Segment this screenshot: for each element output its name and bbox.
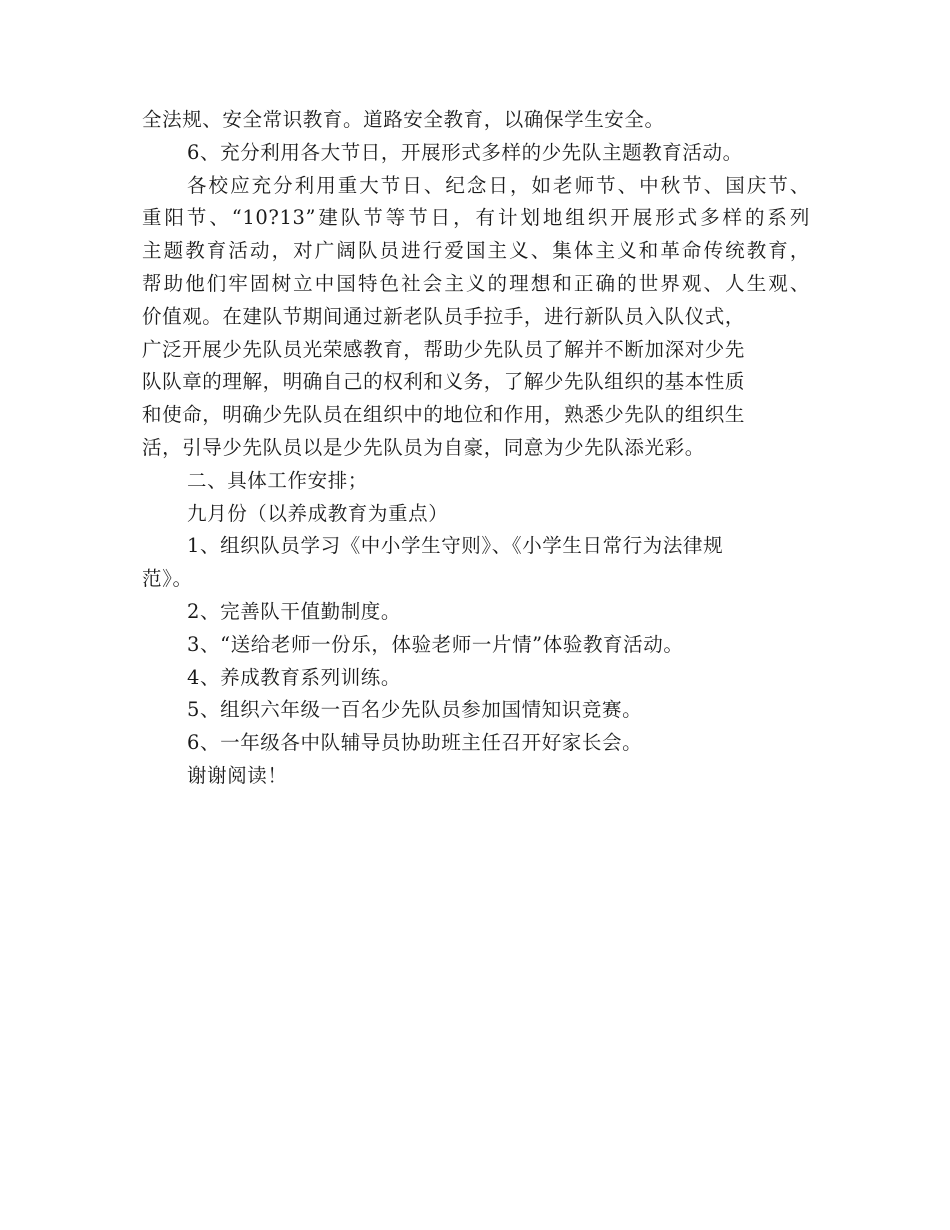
text-line: 九月份（以养成教育为重点）: [187, 501, 449, 525]
text-line: 主题教育活动，对广阔队员进行爱国主义、集体主义和革命传统教育，: [142, 239, 810, 263]
text-line: 广泛开展少先队员光荣感教育，帮助少先队员了解并不断加深对少先: [142, 337, 746, 361]
text-line: 各校应充分利用重大节日、纪念日，如老师节、中秋节、国庆节、: [187, 173, 810, 197]
document-body: [142, 104, 810, 793]
text-line: 重阳节、“10?13”建队节等节日，有计划地组织开展形式多样的系列: [142, 206, 810, 230]
text-line: 帮助他们牢固树立中国特色社会主义的理想和正确的世界观、人生观、: [142, 271, 810, 295]
text-line: 活，引导少先队员以是少先队员为自豪，同意为少先队添光彩。: [142, 435, 705, 459]
text-line: 1、组织队员学习《中小学生守则》、《小学生日常行为法律规: [187, 534, 724, 558]
text-line: 谢谢阅读！: [187, 763, 288, 787]
text-line: 二、具体工作安排；: [187, 468, 368, 492]
text-line: 2、完善队干值勤制度。: [187, 599, 402, 623]
text-line: 价值观。在建队节期间通过新老队员手拉手，进行新队员入队仪式，: [142, 304, 746, 328]
text-line: 和使命，明确少先队员在组织中的地位和作用，熟悉少先队的组织生: [142, 403, 746, 427]
text-line: 6、一年级各中队辅导员协助班主任召开好家长会。: [187, 731, 643, 755]
text-line: 范》。: [142, 567, 193, 591]
text-line: 3、“送给老师一份乐，体验老师一片情”体验教育活动。: [187, 632, 684, 656]
text-line: 6、充分利用各大节日，开展形式多样的少先队主题教育活动。: [187, 140, 743, 164]
text-line: 全法规、安全常识教育。道路安全教育，以确保学生安全。: [142, 108, 665, 131]
text-line: 4、养成教育系列训练。: [187, 665, 402, 689]
text-line: 队队章的理解，明确自己的权利和义务，了解少先队组织的基本性质: [142, 370, 746, 394]
text-line: 5、组织六年级一百名少先队员参加国情知识竞赛。: [187, 698, 643, 722]
